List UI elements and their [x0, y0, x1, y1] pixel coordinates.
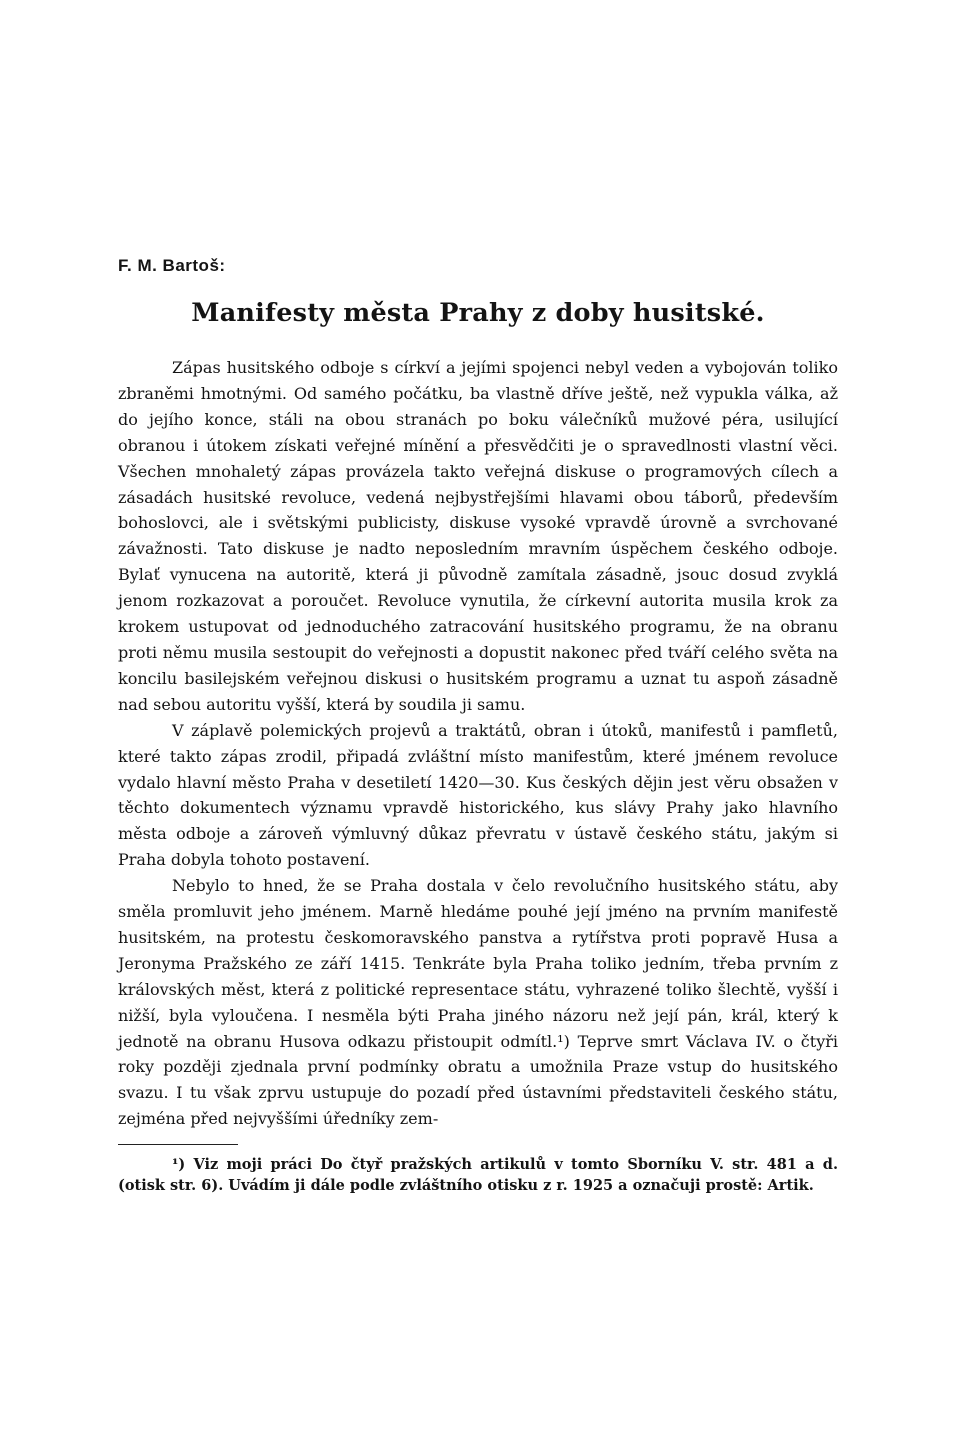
- article-body: [118, 355, 838, 1132]
- page: [118, 256, 838, 1196]
- footnote-divider: [118, 1144, 238, 1145]
- footnote: ¹) Viz moji práci Do čtyř pražských artikulů v tomto Sborníku V. str. 481 a d. (otisk str. 6). Uvádím ji dále podle zvláštního otisku z r. 1925 a označuji prostě: Artik.: [118, 1156, 838, 1194]
- paragraph-1: Zápas husitského odboje s církví a jejími spojenci nebyl veden a vybojován toliko zbraněmi hmotnými. Od samého počátku, ba vlastně dříve ještě, než vypukla válka, až do jejího konce, stáli na obou stranách po boku válečníků mužové péra, usilující obranou i útokem získati veřejné mínění a přesvědčiti je o spravedlnosti vlastní věci. Všechen mnohaletý zápas provázela takto veřejná diskuse o programových cílech a zásadách husitské revoluce, vedená nejbystřejšími hlavami obou táborů, především bohoslovci, ale i světskými publicisty, diskuse vysoké vpravdě úrovně a svrchované závažnosti. Tato diskuse je nadto neposledním mravním úspěchem českého odboje. Bylať vynucena na autoritě, která ji původně zamítala zásadně, jsouc dosud zvyklá jenom rozkazovat a poroučet. Revoluce vynutila, že církevní autorita musila krok za krokem ustupovat od jednoduchého zatracování husitského programu, že na obranu proti němu musila sestoupit do veřejnosti a dopustit nakonec před tváří celého světa na koncilu basilejském veřejnou diskusi o husitském programu a uznat tu aspoň zásadně nad sebou autoritu vyšší, která by soudila ji samu.: [118, 358, 838, 714]
- paragraph-2: V záplavě polemických projevů a traktátů, obran i útoků, manifestů i pamfletů, které takto zápas zrodil, připadá zvláštní místo manifestům, které jménem revoluce vydalo hlavní město Praha v desetiletí 1420—30. Kus českých dějin jest věru obsažen v těchto dokumentech významu vpravdě historického, kus slávy Prahy jako hlavního města odboje a zároveň výmluvný důkaz převratu v ústavě českého státu, jakým si Praha dobyla tohoto postavení.: [118, 720, 838, 870]
- paragraph-3: Nebylo to hned, že se Praha dostala v čelo revolučního husitského státu, aby směla promluvit jeho jménem. Marně hledáme pouhé její jméno na prvním manifestě husitském, na protestu českomoravského panstva a rytířstva proti popravě Husa a Jeronyma Pražského ze září 1415. Tenkráte byla Praha toliko jedním, třeba prvním z královských měst, která z politické representace státu, vyhrazené toliko šlechtě, vyšší i nižší, byla vyloučena. I nesměla býti Praha jiného názoru než její pán, král, který k jednotě na obranu Husova odkazu přistoupit odmítl.¹) Teprve smrt Václava IV. o čtyři roky později zjednala první podmínky obratu a umožnila Praze vstup do husitského svazu. I tu však zprvu ustupuje do pozadí před ústavními představiteli českého státu, zejména před nejvyššími úředníky zem-: [118, 876, 838, 1129]
- author-name: F. M. Bartoš:: [118, 256, 226, 275]
- article-title: Manifesty města Prahy z doby husitské.: [191, 298, 765, 328]
